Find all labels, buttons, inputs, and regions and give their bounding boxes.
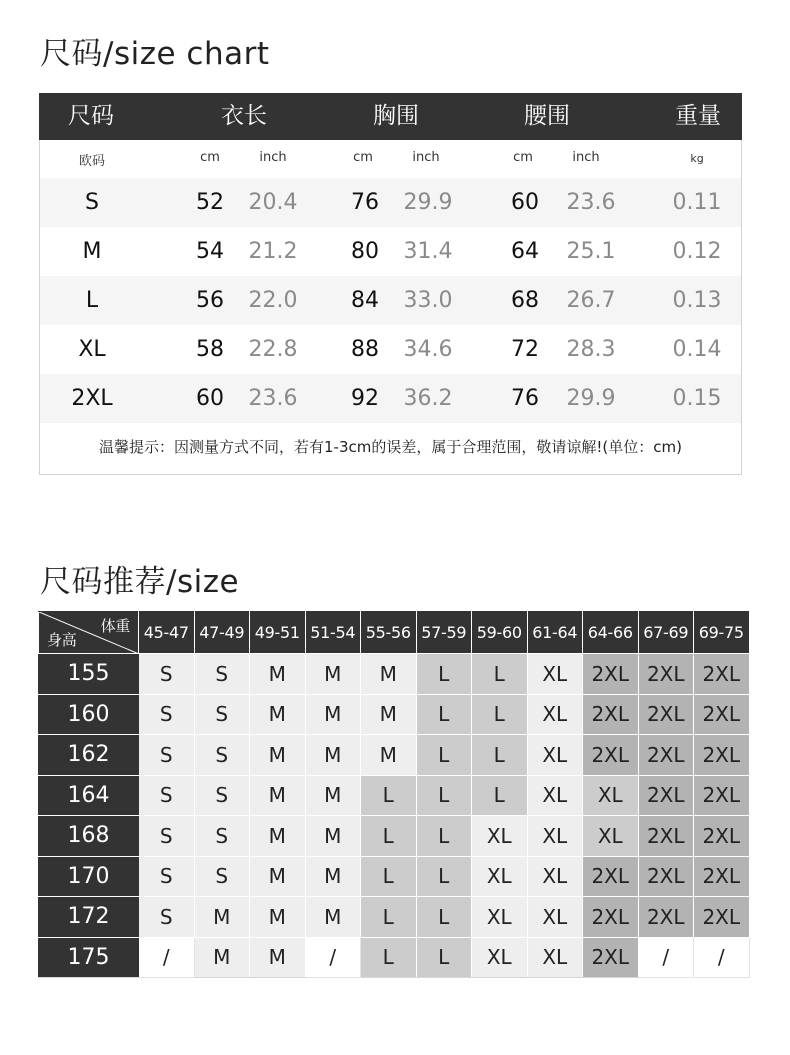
cell-waist-cm: 68 — [511, 288, 539, 313]
height-row — [39, 856, 750, 897]
size-cell: M — [305, 897, 361, 938]
size-cell: S — [139, 897, 195, 938]
cell-waist-cm: 76 — [511, 386, 539, 411]
height-row — [39, 937, 750, 978]
size-cell: L — [472, 694, 528, 735]
size-cell: M — [250, 816, 306, 857]
cell-size: XL — [78, 337, 106, 362]
size-cell: / — [139, 937, 195, 978]
size-cell: XL — [527, 856, 583, 897]
size-cell: 2XL — [638, 897, 694, 938]
size-cell: XL — [472, 897, 528, 938]
size-cell: M — [250, 775, 306, 816]
size-cell: S — [194, 856, 250, 897]
size-row — [40, 227, 741, 276]
height-label: 162 — [39, 735, 139, 776]
weight-header: 69-75 — [694, 612, 750, 654]
size-chart-table — [39, 93, 742, 475]
cell-chest-cm: 88 — [351, 337, 379, 362]
size-cell: 2XL — [694, 856, 750, 897]
weight-header: 59-60 — [472, 612, 528, 654]
cell-waist-cm: 64 — [511, 239, 539, 264]
header-waist: 腰围 — [524, 103, 570, 129]
cell-waist-inch: 28.3 — [566, 337, 616, 362]
size-cell: M — [305, 735, 361, 776]
weight-header: 55-56 — [361, 612, 417, 654]
size-cell: XL — [527, 694, 583, 735]
size-cell: S — [139, 735, 195, 776]
size-cell: S — [139, 856, 195, 897]
size-cell: L — [416, 937, 472, 978]
size-cell: M — [361, 694, 417, 735]
cell-size: L — [85, 288, 99, 313]
unit-chest-inch: inch — [412, 150, 440, 165]
size-cell: M — [250, 735, 306, 776]
size-cell: M — [305, 775, 361, 816]
size-cell: L — [472, 654, 528, 695]
size-row — [40, 374, 741, 423]
size-cell: 2XL — [638, 654, 694, 695]
size-cell: XL — [527, 897, 583, 938]
size-recommend-grid — [38, 611, 750, 978]
height-label: 168 — [39, 816, 139, 857]
header-chest: 胸围 — [373, 103, 419, 129]
height-label: 164 — [39, 775, 139, 816]
size-cell: 2XL — [583, 735, 639, 776]
size-cell: S — [139, 775, 195, 816]
cell-weight: 0.15 — [672, 386, 722, 411]
size-cell: XL — [472, 937, 528, 978]
size-cell: L — [416, 735, 472, 776]
cell-chest-cm: 84 — [351, 288, 379, 313]
size-cell: S — [139, 694, 195, 735]
size-cell: 2XL — [583, 654, 639, 695]
size-cell: M — [305, 816, 361, 857]
cell-length-inch: 22.8 — [248, 337, 298, 362]
size-cell: L — [472, 775, 528, 816]
size-cell: 2XL — [638, 816, 694, 857]
cell-length-inch: 21.2 — [248, 239, 298, 264]
size-cell: S — [139, 654, 195, 695]
size-cell: 2XL — [694, 735, 750, 776]
size-cell: XL — [583, 775, 639, 816]
weight-header: 64-66 — [583, 612, 639, 654]
unit-waist-cm: cm — [513, 150, 533, 165]
size-cell: / — [694, 937, 750, 978]
size-cell: S — [194, 735, 250, 776]
cell-waist-cm: 72 — [511, 337, 539, 362]
cell-length-cm: 56 — [196, 288, 224, 313]
unit-length-inch: inch — [259, 150, 287, 165]
size-cell: XL — [583, 816, 639, 857]
size-cell: XL — [472, 816, 528, 857]
size-cell: 2XL — [694, 694, 750, 735]
cell-length-cm: 52 — [196, 190, 224, 215]
size-cell: M — [250, 694, 306, 735]
weight-header: 67-69 — [638, 612, 694, 654]
size-cell: M — [250, 937, 306, 978]
size-cell: / — [305, 937, 361, 978]
size-cell: M — [305, 694, 361, 735]
height-row — [39, 654, 750, 695]
size-row — [40, 178, 741, 227]
cell-length-cm: 58 — [196, 337, 224, 362]
size-cell: M — [194, 897, 250, 938]
size-cell: XL — [527, 816, 583, 857]
size-cell: 2XL — [638, 856, 694, 897]
size-cell: M — [250, 654, 306, 695]
cell-chest-inch: 33.0 — [403, 288, 453, 313]
header-size: 尺码 — [68, 103, 114, 129]
size-cell: S — [139, 816, 195, 857]
cell-length-cm: 54 — [196, 239, 224, 264]
corner-height-label: 身高 — [47, 631, 77, 649]
size-cell: M — [361, 654, 417, 695]
cell-weight: 0.14 — [672, 337, 722, 362]
size-cell: 2XL — [583, 937, 639, 978]
height-row — [39, 694, 750, 735]
corner-cell — [39, 612, 139, 654]
size-cell: XL — [527, 654, 583, 695]
unit-eu-size: 欧码 — [78, 154, 106, 169]
size-cell: 2XL — [638, 775, 694, 816]
size-cell: 2XL — [583, 897, 639, 938]
weight-header: 47-49 — [194, 612, 250, 654]
size-cell: S — [194, 694, 250, 735]
cell-waist-inch: 23.6 — [566, 190, 616, 215]
cell-weight: 0.13 — [672, 288, 722, 313]
cell-length-inch: 20.4 — [248, 190, 298, 215]
size-cell: XL — [527, 937, 583, 978]
unit-waist-inch: inch — [572, 150, 600, 165]
height-row — [39, 897, 750, 938]
header-length: 衣长 — [221, 103, 267, 129]
size-row — [40, 276, 741, 325]
size-cell: L — [361, 775, 417, 816]
size-cell: L — [361, 897, 417, 938]
size-cell: L — [416, 816, 472, 857]
size-cell: 2XL — [638, 694, 694, 735]
cell-chest-inch: 36.2 — [403, 386, 453, 411]
cell-chest-inch: 34.6 — [403, 337, 453, 362]
size-cell: 2XL — [583, 694, 639, 735]
cell-size: 2XL — [71, 386, 113, 411]
size-cell: M — [194, 937, 250, 978]
size-cell: XL — [527, 775, 583, 816]
size-chart-title: 尺码/size chart — [40, 36, 270, 72]
size-cell: M — [250, 856, 306, 897]
size-cell: 2XL — [583, 856, 639, 897]
size-cell: 2XL — [694, 654, 750, 695]
cell-waist-cm: 60 — [511, 190, 539, 215]
weight-header: 45-47 — [139, 612, 195, 654]
cell-waist-inch: 29.9 — [566, 386, 616, 411]
size-cell: M — [305, 856, 361, 897]
size-cell: L — [416, 654, 472, 695]
cell-size: M — [82, 239, 102, 264]
cell-waist-inch: 25.1 — [566, 239, 616, 264]
size-cell: L — [361, 937, 417, 978]
height-label: 170 — [39, 856, 139, 897]
size-cell: S — [194, 816, 250, 857]
height-label: 172 — [39, 897, 139, 938]
size-cell: 2XL — [694, 775, 750, 816]
cell-chest-cm: 92 — [351, 386, 379, 411]
size-cell: L — [416, 856, 472, 897]
cell-size: S — [85, 190, 99, 215]
unit-weight-kg: kg — [690, 152, 704, 165]
weight-header: 51-54 — [305, 612, 361, 654]
cell-weight: 0.11 — [672, 190, 722, 215]
size-cell: 2XL — [638, 735, 694, 776]
height-label: 160 — [39, 694, 139, 735]
size-cell: XL — [527, 735, 583, 776]
cell-chest-inch: 31.4 — [403, 239, 453, 264]
size-cell: L — [361, 816, 417, 857]
cell-weight: 0.12 — [672, 239, 722, 264]
size-cell: L — [472, 735, 528, 776]
height-row — [39, 816, 750, 857]
weight-header: 61-64 — [527, 612, 583, 654]
cell-chest-cm: 76 — [351, 190, 379, 215]
size-row — [40, 325, 741, 374]
unit-chest-cm: cm — [353, 150, 373, 165]
measurement-note: 温馨提示：因测量方式不同，若有1-3cm的误差，属于合理范围，敬请谅解!(单位：cm) — [99, 438, 682, 456]
size-cell: L — [416, 694, 472, 735]
unit-length-cm: cm — [200, 150, 220, 165]
size-cell: S — [194, 654, 250, 695]
cell-length-inch: 22.0 — [248, 288, 298, 313]
size-cell: L — [416, 897, 472, 938]
weight-header: 49-51 — [250, 612, 306, 654]
size-cell: L — [416, 775, 472, 816]
height-label: 175 — [39, 937, 139, 978]
cell-chest-inch: 29.9 — [403, 190, 453, 215]
size-cell: S — [194, 775, 250, 816]
header-weight: 重量 — [675, 103, 721, 129]
height-label: 155 — [39, 654, 139, 695]
size-cell: M — [361, 735, 417, 776]
size-cell: L — [361, 856, 417, 897]
weight-header: 57-59 — [416, 612, 472, 654]
size-cell: 2XL — [694, 897, 750, 938]
size-cell: 2XL — [694, 816, 750, 857]
height-row — [39, 735, 750, 776]
cell-length-cm: 60 — [196, 386, 224, 411]
cell-waist-inch: 26.7 — [566, 288, 616, 313]
size-cell: M — [250, 897, 306, 938]
size-cell: XL — [472, 856, 528, 897]
size-chart-header — [39, 93, 742, 140]
height-row — [39, 775, 750, 816]
cell-chest-cm: 80 — [351, 239, 379, 264]
size-recommend-title: 尺码推荐/size — [40, 564, 240, 600]
corner-weight-label: 体重 — [100, 617, 130, 635]
size-cell: / — [638, 937, 694, 978]
size-cell: M — [305, 654, 361, 695]
cell-length-inch: 23.6 — [248, 386, 298, 411]
